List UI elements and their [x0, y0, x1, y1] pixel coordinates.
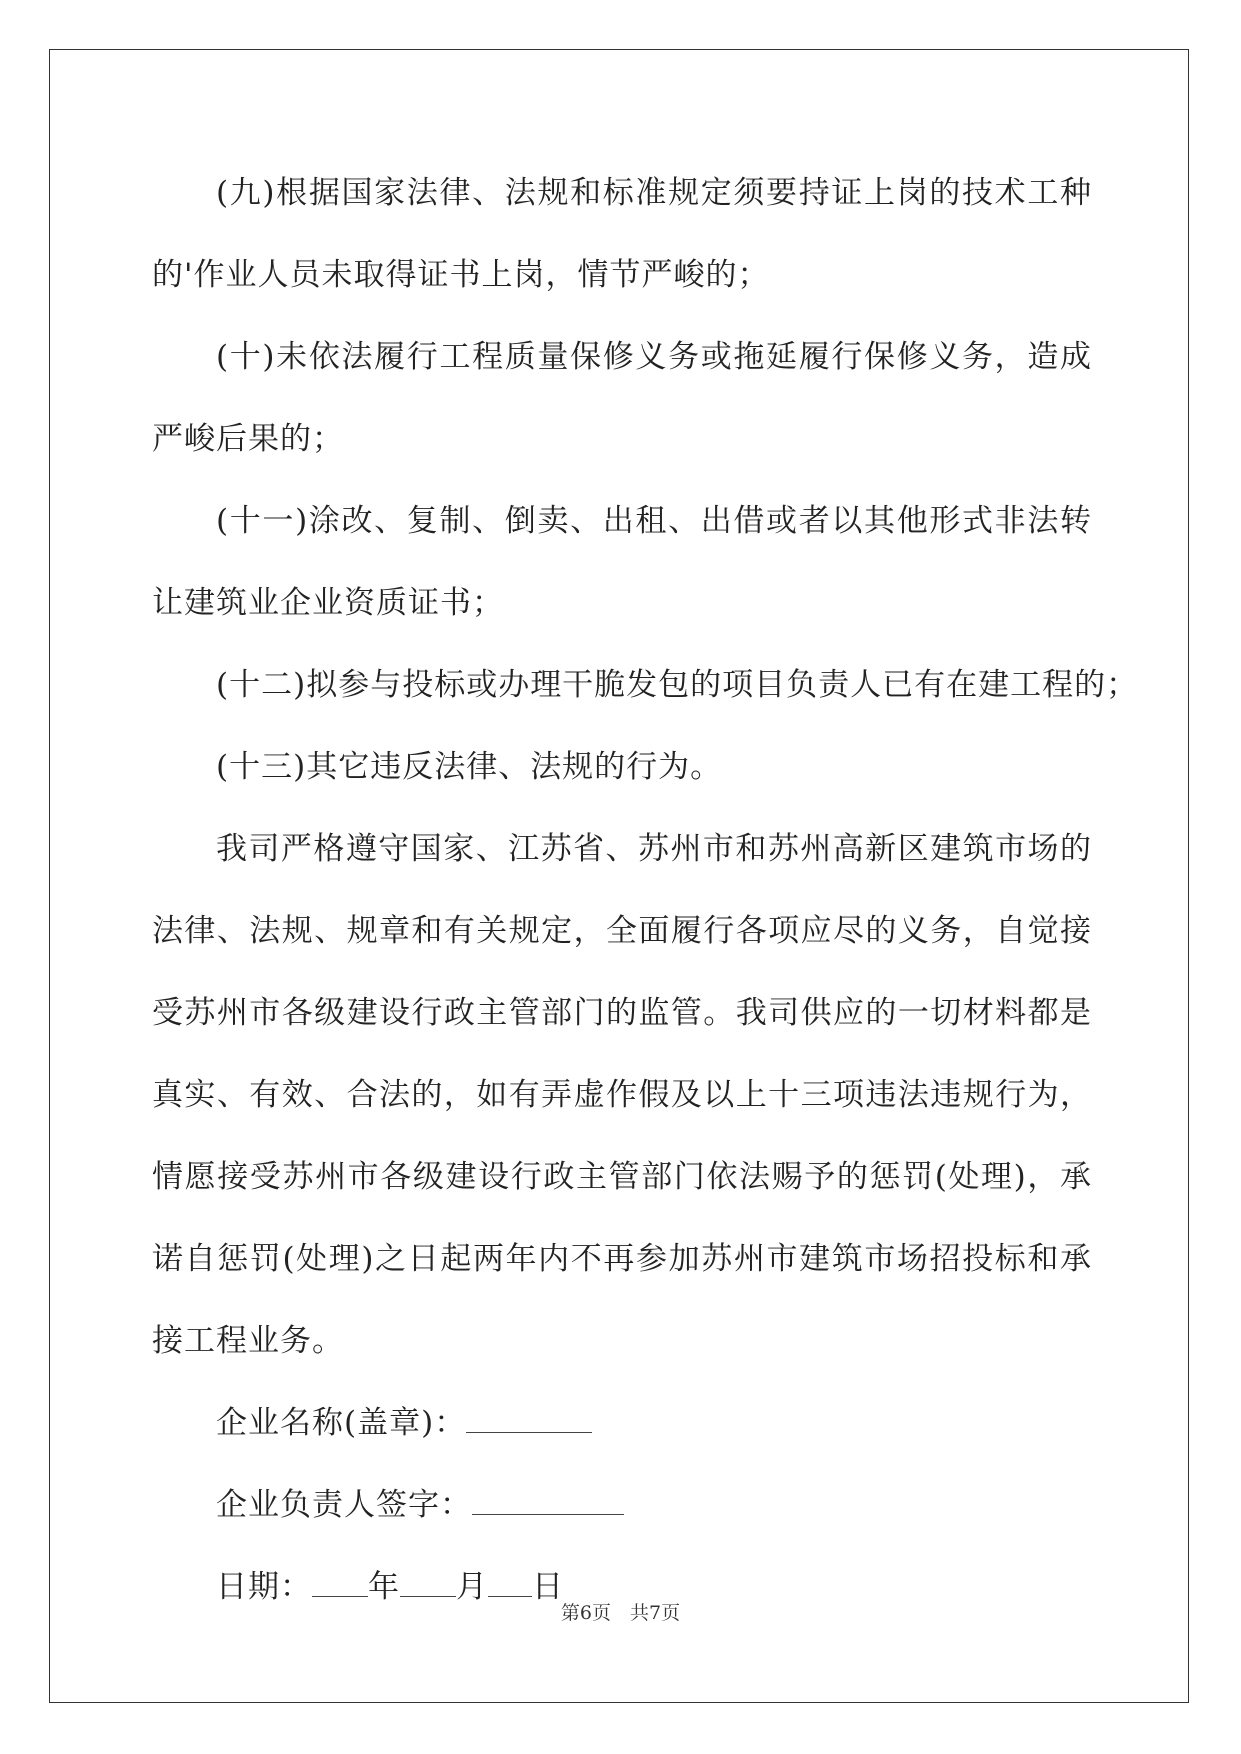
- responsible-signature-label: 企业负责人签字：: [216, 1487, 472, 1523]
- page-footer: [0, 1598, 1241, 1625]
- day-label: 日: [532, 1569, 564, 1605]
- document-body: [152, 152, 1139, 1628]
- month-blank: [400, 1574, 456, 1597]
- paragraph-item-12: (十二)拟参与投标或办理干脆发包的项目负责人已有在建工程的；: [216, 667, 1139, 703]
- commitment-paragraph: 我司严格遵守国家、江苏省、苏州市和苏州高新区建筑市场的法律、法规、规章和有关规定，全面履行各项应尽的义务，自觉接受苏州市各级建设行政主管部门的监管。我司供应的一切材料都是真实、有效、合法的，如有弄虚作假及以上十三项违法违规行为，情愿接受苏州市各级建设行政主管部门依法赐予的惩罚(处理)，承诺自惩罚(处理)之日起两年内不再参加苏州市建筑市场招投标和承接工程业务。: [152, 831, 1092, 1359]
- company-name-blank: [466, 1410, 592, 1433]
- year-blank: [312, 1574, 368, 1597]
- year-label: 年: [368, 1569, 400, 1605]
- company-name-line: [152, 1382, 1092, 1464]
- page-number: 第6页 共7页: [560, 1602, 681, 1624]
- paragraph-item-9: (九)根据国家法律、法规和标准规定须要持证上岗的技术工种的'作业人员未取得证书上岗，情节严峻的；: [152, 175, 1092, 293]
- day-blank: [488, 1574, 532, 1597]
- company-name-label: 企业名称(盖章)：: [216, 1405, 467, 1441]
- paragraph-item-10: (十)未依法履行工程质量保修义务或拖延履行保修义务，造成严峻后果的；: [152, 339, 1092, 457]
- responsible-signature-line: [152, 1464, 1092, 1546]
- paragraph-item-13: (十三)其它违反法律、法规的行为。: [216, 749, 723, 785]
- date-label: 日期：: [216, 1569, 312, 1605]
- responsible-signature-blank: [472, 1492, 624, 1515]
- month-label: 月: [456, 1569, 488, 1605]
- paragraph-item-11: (十一)涂改、复制、倒卖、出租、出借或者以其他形式非法转让建筑业企业资质证书；: [152, 503, 1092, 621]
